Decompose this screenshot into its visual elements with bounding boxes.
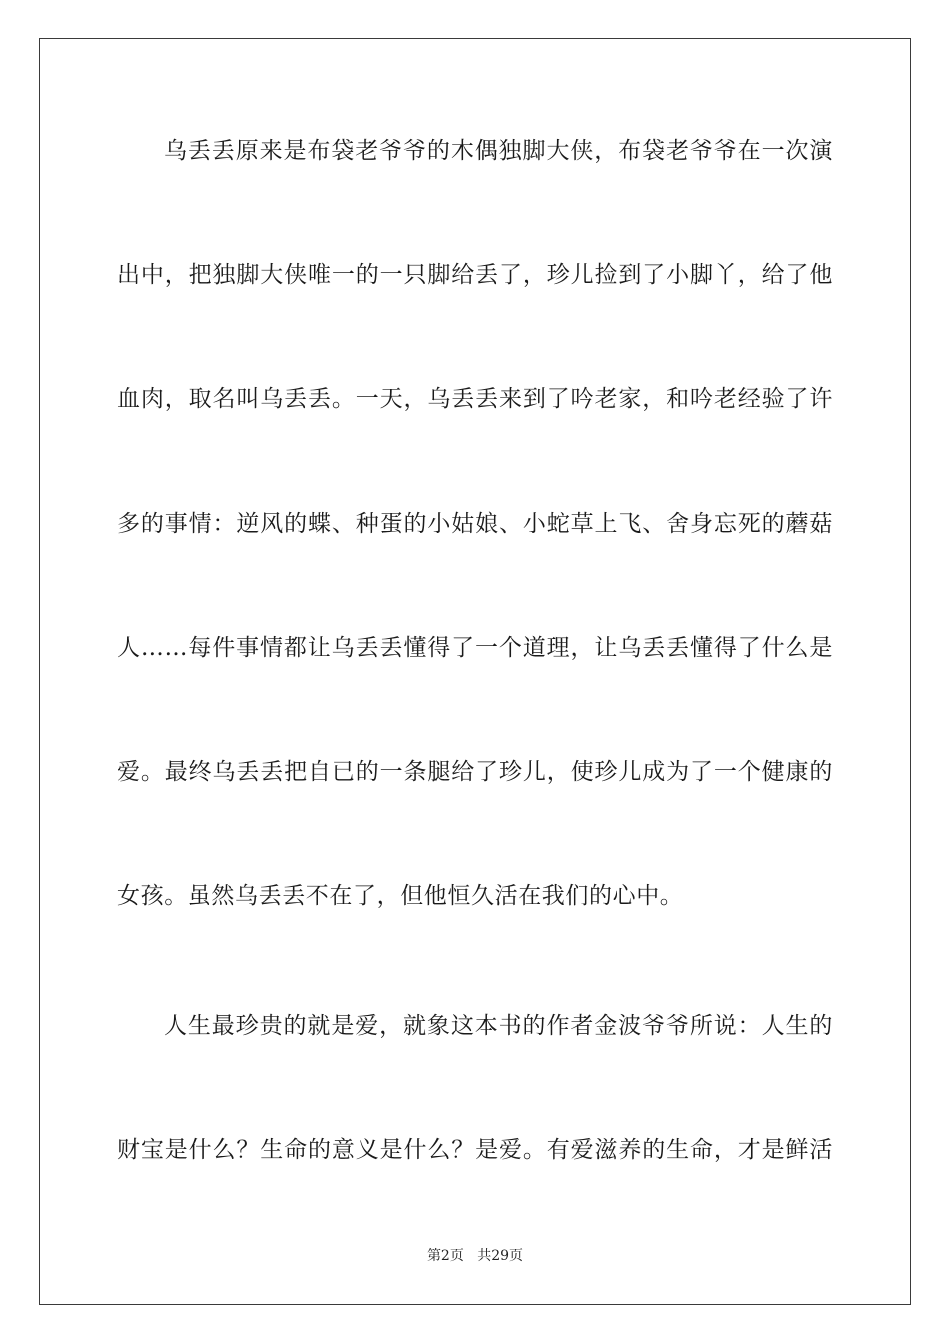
paragraph-2-line-1: 人生最珍贵的就是爱，就象这本书的作者金波爷爷所说：人生的 [164, 1013, 833, 1039]
paragraph-1-line-7: 女孩。虽然乌丢丢不在了，但他恒久活在我们的心中。 [117, 883, 684, 909]
total-pages: 共29页 [477, 1248, 524, 1264]
paragraph-1-line-2: 出中，把独脚大侠唯一的一只脚给丢了，珍儿捡到了小脚丫，给了他 [117, 262, 833, 288]
paragraph-1-line-6: 爱。最终乌丢丢把自已的一条腿给了珍儿，使珍儿成为了一个健康的 [117, 759, 833, 785]
paragraph-1-line-1: 乌丢丢原来是布袋老爷爷的木偶独脚大侠，布袋老爷爷在一次演 [164, 138, 833, 164]
paragraph-2-line-2: 财宝是什么？生命的意义是什么？是爱。有爱滋养的生命，才是鲜活 [117, 1137, 833, 1163]
page-number: 第2页 [426, 1248, 464, 1264]
page-footer [0, 1247, 950, 1265]
paragraph-1-line-4: 多的事情：逆风的蝶、种蛋的小姑娘、小蛇草上飞、舍身忘死的蘑菇 [117, 511, 833, 537]
page-border [39, 38, 911, 1305]
paragraph-1-line-5: 人……每件事情都让乌丢丢懂得了一个道理，让乌丢丢懂得了什么是 [117, 635, 833, 661]
paragraph-1-line-3: 血肉，取名叫乌丢丢。一天，乌丢丢来到了吟老家，和吟老经验了许 [117, 386, 833, 412]
